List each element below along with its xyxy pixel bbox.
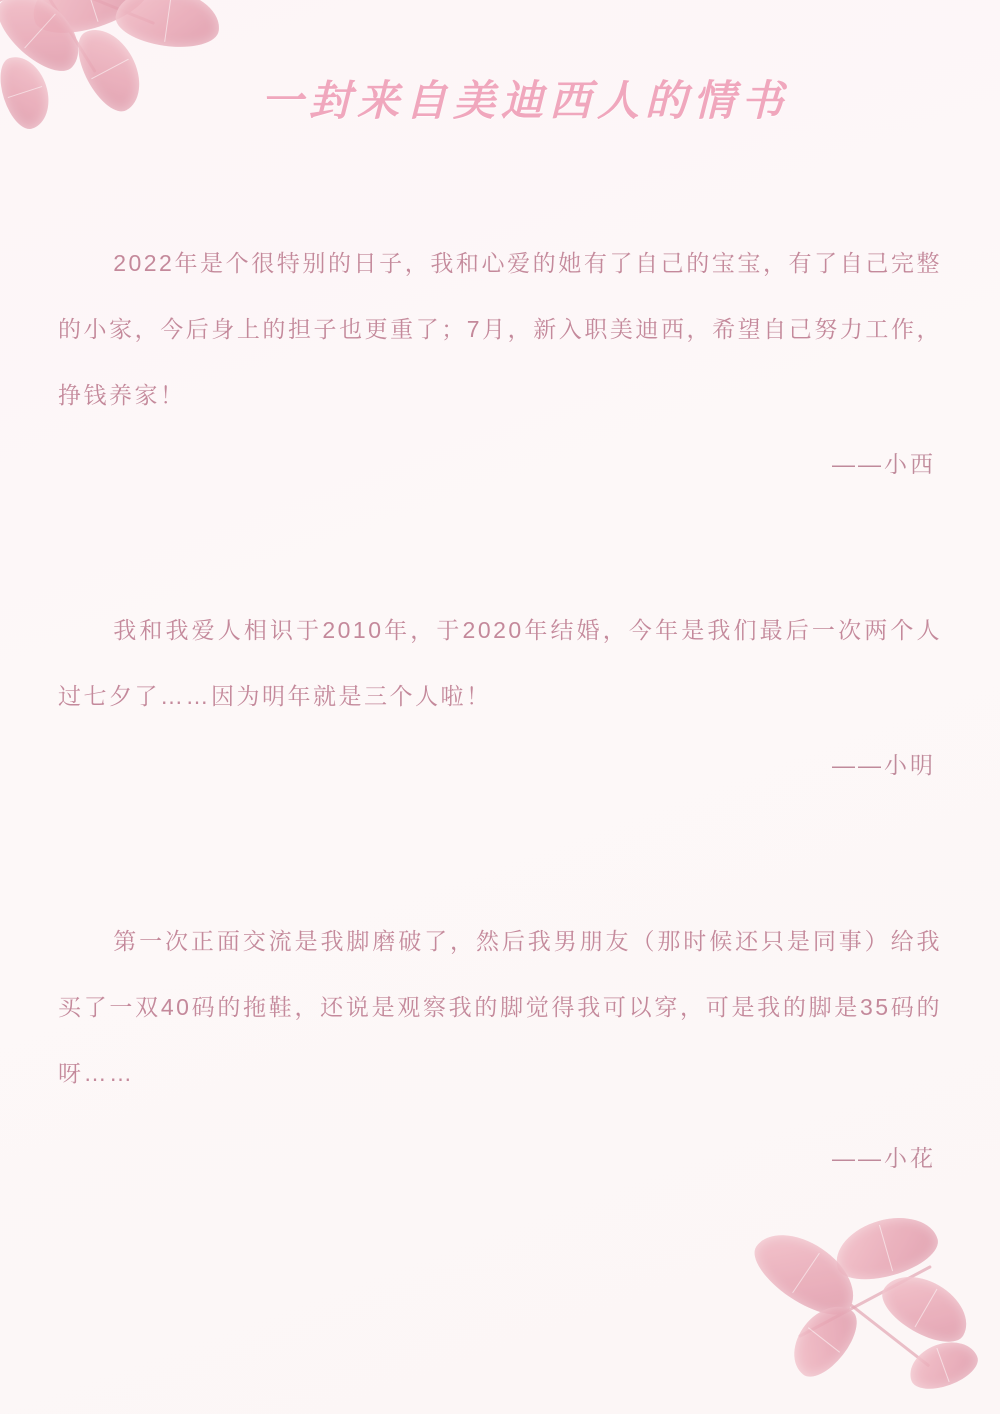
leaf-shape [780,1294,867,1387]
entry-body: 2022年是个很特别的日子，我和心爱的她有了自己的宝宝，有了自己完整的小家，今后身上的担子也更重了；7月，新入职美迪西，希望自己努力工作，挣钱养家！ [58,250,942,408]
leaf-shape [903,1333,983,1396]
leaf-stem [15,0,155,25]
leaf-stem [798,1265,932,1338]
leaf-stem [43,0,96,73]
entry-signature: ——小花 [832,1145,936,1171]
entry-signature: ——小西 [832,451,936,477]
leaf-shape [113,0,224,53]
entry-body: 第一次正面交流是我脚磨破了，然后我男朋友（那时候还只是同事）给我买了一双40码的拖鞋，还说是观察我的脚觉得我可以穿，可是我的脚是35码的呀…… [58,928,942,1086]
letter-entry [58,597,942,780]
leaf-stem [850,1304,931,1368]
entry-body: 我和我爱人相识于2010年，于2020年结婚，今年是我们最后一次两个人过七夕了……因为明年就是三个人啦！ [58,617,942,709]
leaf-shape [0,0,37,13]
leaf-shape [23,0,156,45]
letter-entry [58,908,942,1173]
letter-content [0,230,1000,1269]
letter-entry [58,230,942,479]
leaf-shape [873,1262,979,1353]
entry-signature: ——小明 [832,752,936,778]
page-title: 一封来自美迪西人的情书 [260,76,789,125]
